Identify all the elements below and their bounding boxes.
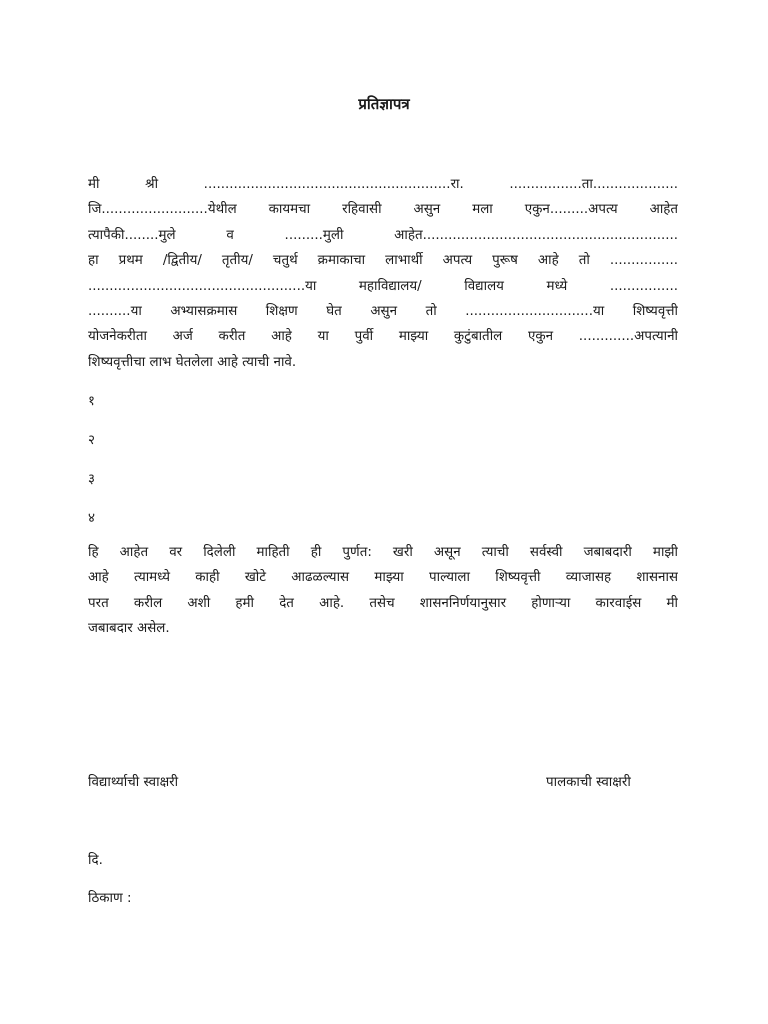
list-item: २: [88, 433, 95, 448]
paragraph-line: हि आहेत वर दिलेली माहिती ही पुर्णत: खरी असून त्याची सर्वस्वी जबाबदारी माझी: [88, 545, 678, 560]
list-item: ३: [88, 472, 95, 487]
paragraph-line: जबाबदार असेल.: [88, 621, 170, 637]
paragraph-line: शिष्यवृत्तीचा लाभ घेतलेला आहे त्याची नावे.: [88, 354, 297, 370]
place-label: ठिकाण :: [88, 891, 132, 906]
document-title: प्रतिज्ञापत्र: [358, 95, 410, 113]
date-label: दि.: [88, 853, 103, 868]
paragraph-line: मी श्री ..........................................................रा. .................ता....................: [88, 177, 678, 192]
paragraph-line: हा प्रथम /द्वितीय/ तृतीय/ चतुर्थ क्रमाकाचा लाभार्थी अपत्य पुरूष आहे तो ................: [88, 253, 678, 269]
list-item: ४: [88, 511, 95, 526]
paragraph-line: ...................................................या महाविद्यालय/ विद्यालय मध्ये ................: [88, 278, 678, 294]
paragraph-line: ..........या अभ्यासक्रमास शिक्षण घेत असुन तो ..............................या शिष्यवृत्ती: [88, 304, 678, 320]
paragraph-line: योजनेकरीता अर्ज करीत आहे या पुर्वी माझ्या कुटुंबातील एकुन .............अपत्यानी: [88, 329, 678, 345]
parent-signature-label: पालकाची स्वाक्षरी: [546, 775, 631, 790]
student-signature-label: विद्यार्थ्याची स्वाक्षरी: [88, 775, 179, 790]
paragraph-line: आहे त्यामध्ये काही खोटे आढळल्यास माझ्या पाल्याला शिष्यवृत्ती व्याजासह शासनास: [88, 570, 678, 586]
names-list: [88, 392, 95, 548]
list-item: १: [88, 394, 95, 409]
paragraph-line: परत करील अशी हमी देत आहे. तसेच शासननिर्णयानुसार होणाऱ्या कारवाईस मी: [88, 595, 678, 611]
paragraph-line: जि.........................येथील कायमचा रहिवासी असुन मला एकुन.........अपत्य आहेत: [88, 202, 678, 218]
undertaking-paragraph: [88, 540, 678, 642]
declaration-paragraph: [88, 172, 678, 375]
paragraph-line: त्यापैकी........मुले व .........मुली आहेत............................................................: [88, 227, 678, 243]
